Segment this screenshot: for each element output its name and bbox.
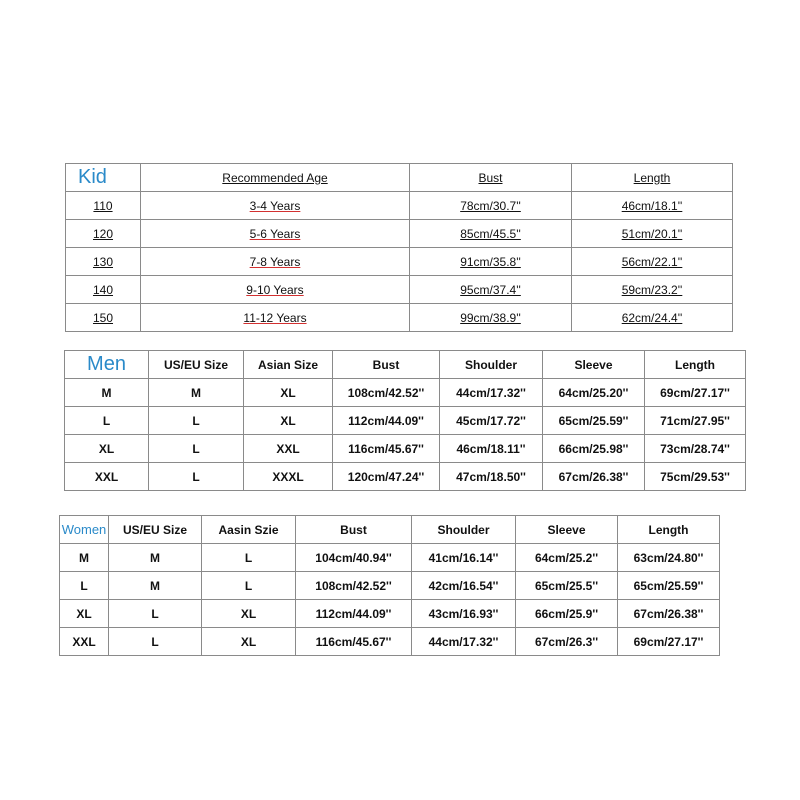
women-length-cell: 67cm/26.38'' bbox=[618, 600, 720, 628]
kid-age-cell: 7-8 Years bbox=[141, 248, 410, 276]
women-row-l bbox=[60, 572, 720, 600]
men-us-eu-cell: L bbox=[149, 407, 244, 435]
women-sleeve-cell: 64cm/25.2'' bbox=[516, 544, 618, 572]
kid-size-cell: 120 bbox=[66, 220, 141, 248]
men-header-sleeve: Sleeve bbox=[543, 351, 645, 379]
women-header-length: Length bbox=[618, 516, 720, 544]
men-row-m bbox=[65, 379, 746, 407]
kid-header-bust: Bust bbox=[410, 164, 572, 192]
men-size-cell: XXL bbox=[65, 463, 149, 491]
women-header-asian-size: Aasin Szie bbox=[202, 516, 296, 544]
kid-row-140 bbox=[66, 276, 733, 304]
men-sleeve-cell: 65cm/25.59'' bbox=[543, 407, 645, 435]
men-asian-cell: XL bbox=[244, 407, 333, 435]
kid-bust-cell: 99cm/38.9'' bbox=[410, 304, 572, 332]
kid-row-130 bbox=[66, 248, 733, 276]
women-header-us-eu-size: US/EU Size bbox=[109, 516, 202, 544]
men-bust-cell: 108cm/42.52'' bbox=[333, 379, 440, 407]
women-row-xl bbox=[60, 600, 720, 628]
kid-size-cell: 110 bbox=[66, 192, 141, 220]
women-asian-cell: L bbox=[202, 572, 296, 600]
men-length-cell: 73cm/28.74'' bbox=[645, 435, 746, 463]
kid-length-cell: 51cm/20.1'' bbox=[572, 220, 733, 248]
women-row-m bbox=[60, 544, 720, 572]
women-asian-cell: L bbox=[202, 544, 296, 572]
men-header-row bbox=[65, 351, 746, 379]
kid-bust-cell: 91cm/35.8'' bbox=[410, 248, 572, 276]
women-row-xxl bbox=[60, 628, 720, 656]
men-header-asian-size: Asian Size bbox=[244, 351, 333, 379]
men-header-length: Length bbox=[645, 351, 746, 379]
men-shoulder-cell: 45cm/17.72'' bbox=[440, 407, 543, 435]
kid-size-cell: 130 bbox=[66, 248, 141, 276]
kid-row-110 bbox=[66, 192, 733, 220]
women-asian-cell: XL bbox=[202, 628, 296, 656]
kid-row-120 bbox=[66, 220, 733, 248]
kid-size-cell: 140 bbox=[66, 276, 141, 304]
kid-header-row bbox=[66, 164, 733, 192]
men-row-l bbox=[65, 407, 746, 435]
men-row-xl bbox=[65, 435, 746, 463]
women-length-cell: 63cm/24.80'' bbox=[618, 544, 720, 572]
women-header-sleeve: Sleeve bbox=[516, 516, 618, 544]
women-size-cell: L bbox=[60, 572, 109, 600]
men-size-cell: M bbox=[65, 379, 149, 407]
kid-table-label: Kid bbox=[66, 164, 141, 192]
kid-age-cell: 11-12 Years bbox=[141, 304, 410, 332]
women-bust-cell: 112cm/44.09'' bbox=[296, 600, 412, 628]
men-shoulder-cell: 47cm/18.50'' bbox=[440, 463, 543, 491]
women-us-eu-cell: L bbox=[109, 628, 202, 656]
women-shoulder-cell: 41cm/16.14'' bbox=[412, 544, 516, 572]
men-us-eu-cell: L bbox=[149, 463, 244, 491]
men-row-xxl bbox=[65, 463, 746, 491]
men-bust-cell: 112cm/44.09'' bbox=[333, 407, 440, 435]
kid-size-cell: 150 bbox=[66, 304, 141, 332]
women-header-row bbox=[60, 516, 720, 544]
kid-bust-cell: 95cm/37.4'' bbox=[410, 276, 572, 304]
men-bust-cell: 116cm/45.67'' bbox=[333, 435, 440, 463]
men-us-eu-cell: L bbox=[149, 435, 244, 463]
kid-row-150 bbox=[66, 304, 733, 332]
women-shoulder-cell: 42cm/16.54'' bbox=[412, 572, 516, 600]
men-length-cell: 75cm/29.53'' bbox=[645, 463, 746, 491]
men-asian-cell: XXXL bbox=[244, 463, 333, 491]
women-sleeve-cell: 65cm/25.5'' bbox=[516, 572, 618, 600]
men-shoulder-cell: 44cm/17.32'' bbox=[440, 379, 543, 407]
women-us-eu-cell: L bbox=[109, 600, 202, 628]
men-shoulder-cell: 46cm/18.11'' bbox=[440, 435, 543, 463]
kid-bust-cell: 78cm/30.7'' bbox=[410, 192, 572, 220]
men-sleeve-cell: 67cm/26.38'' bbox=[543, 463, 645, 491]
kid-age-cell: 9-10 Years bbox=[141, 276, 410, 304]
men-header-us-eu-size: US/EU Size bbox=[149, 351, 244, 379]
men-asian-cell: XXL bbox=[244, 435, 333, 463]
men-size-cell: L bbox=[65, 407, 149, 435]
women-size-cell: XXL bbox=[60, 628, 109, 656]
men-size-table bbox=[64, 350, 746, 491]
men-asian-cell: XL bbox=[244, 379, 333, 407]
women-bust-cell: 108cm/42.52'' bbox=[296, 572, 412, 600]
women-length-cell: 69cm/27.17'' bbox=[618, 628, 720, 656]
women-us-eu-cell: M bbox=[109, 572, 202, 600]
kid-age-cell: 3-4 Years bbox=[141, 192, 410, 220]
women-header-bust: Bust bbox=[296, 516, 412, 544]
kid-header-recommended-age: Recommended Age bbox=[141, 164, 410, 192]
women-bust-cell: 104cm/40.94'' bbox=[296, 544, 412, 572]
kid-age-cell: 5-6 Years bbox=[141, 220, 410, 248]
women-sleeve-cell: 67cm/26.3'' bbox=[516, 628, 618, 656]
men-sleeve-cell: 64cm/25.20'' bbox=[543, 379, 645, 407]
men-size-cell: XL bbox=[65, 435, 149, 463]
women-asian-cell: XL bbox=[202, 600, 296, 628]
men-header-shoulder: Shoulder bbox=[440, 351, 543, 379]
women-size-cell: XL bbox=[60, 600, 109, 628]
kid-length-cell: 59cm/23.2'' bbox=[572, 276, 733, 304]
men-header-bust: Bust bbox=[333, 351, 440, 379]
men-length-cell: 71cm/27.95'' bbox=[645, 407, 746, 435]
kid-length-cell: 46cm/18.1'' bbox=[572, 192, 733, 220]
women-sleeve-cell: 66cm/25.9'' bbox=[516, 600, 618, 628]
women-shoulder-cell: 43cm/16.93'' bbox=[412, 600, 516, 628]
men-length-cell: 69cm/27.17'' bbox=[645, 379, 746, 407]
women-length-cell: 65cm/25.59'' bbox=[618, 572, 720, 600]
men-table-label: Men bbox=[65, 351, 149, 379]
women-us-eu-cell: M bbox=[109, 544, 202, 572]
women-shoulder-cell: 44cm/17.32'' bbox=[412, 628, 516, 656]
women-header-shoulder: Shoulder bbox=[412, 516, 516, 544]
men-sleeve-cell: 66cm/25.98'' bbox=[543, 435, 645, 463]
kid-size-table bbox=[65, 163, 733, 332]
men-bust-cell: 120cm/47.24'' bbox=[333, 463, 440, 491]
women-size-table bbox=[59, 515, 720, 656]
kid-length-cell: 62cm/24.4'' bbox=[572, 304, 733, 332]
women-table-label: Women bbox=[60, 516, 109, 544]
women-bust-cell: 116cm/45.67'' bbox=[296, 628, 412, 656]
men-us-eu-cell: M bbox=[149, 379, 244, 407]
kid-length-cell: 56cm/22.1'' bbox=[572, 248, 733, 276]
kid-header-length: Length bbox=[572, 164, 733, 192]
women-size-cell: M bbox=[60, 544, 109, 572]
kid-bust-cell: 85cm/45.5'' bbox=[410, 220, 572, 248]
